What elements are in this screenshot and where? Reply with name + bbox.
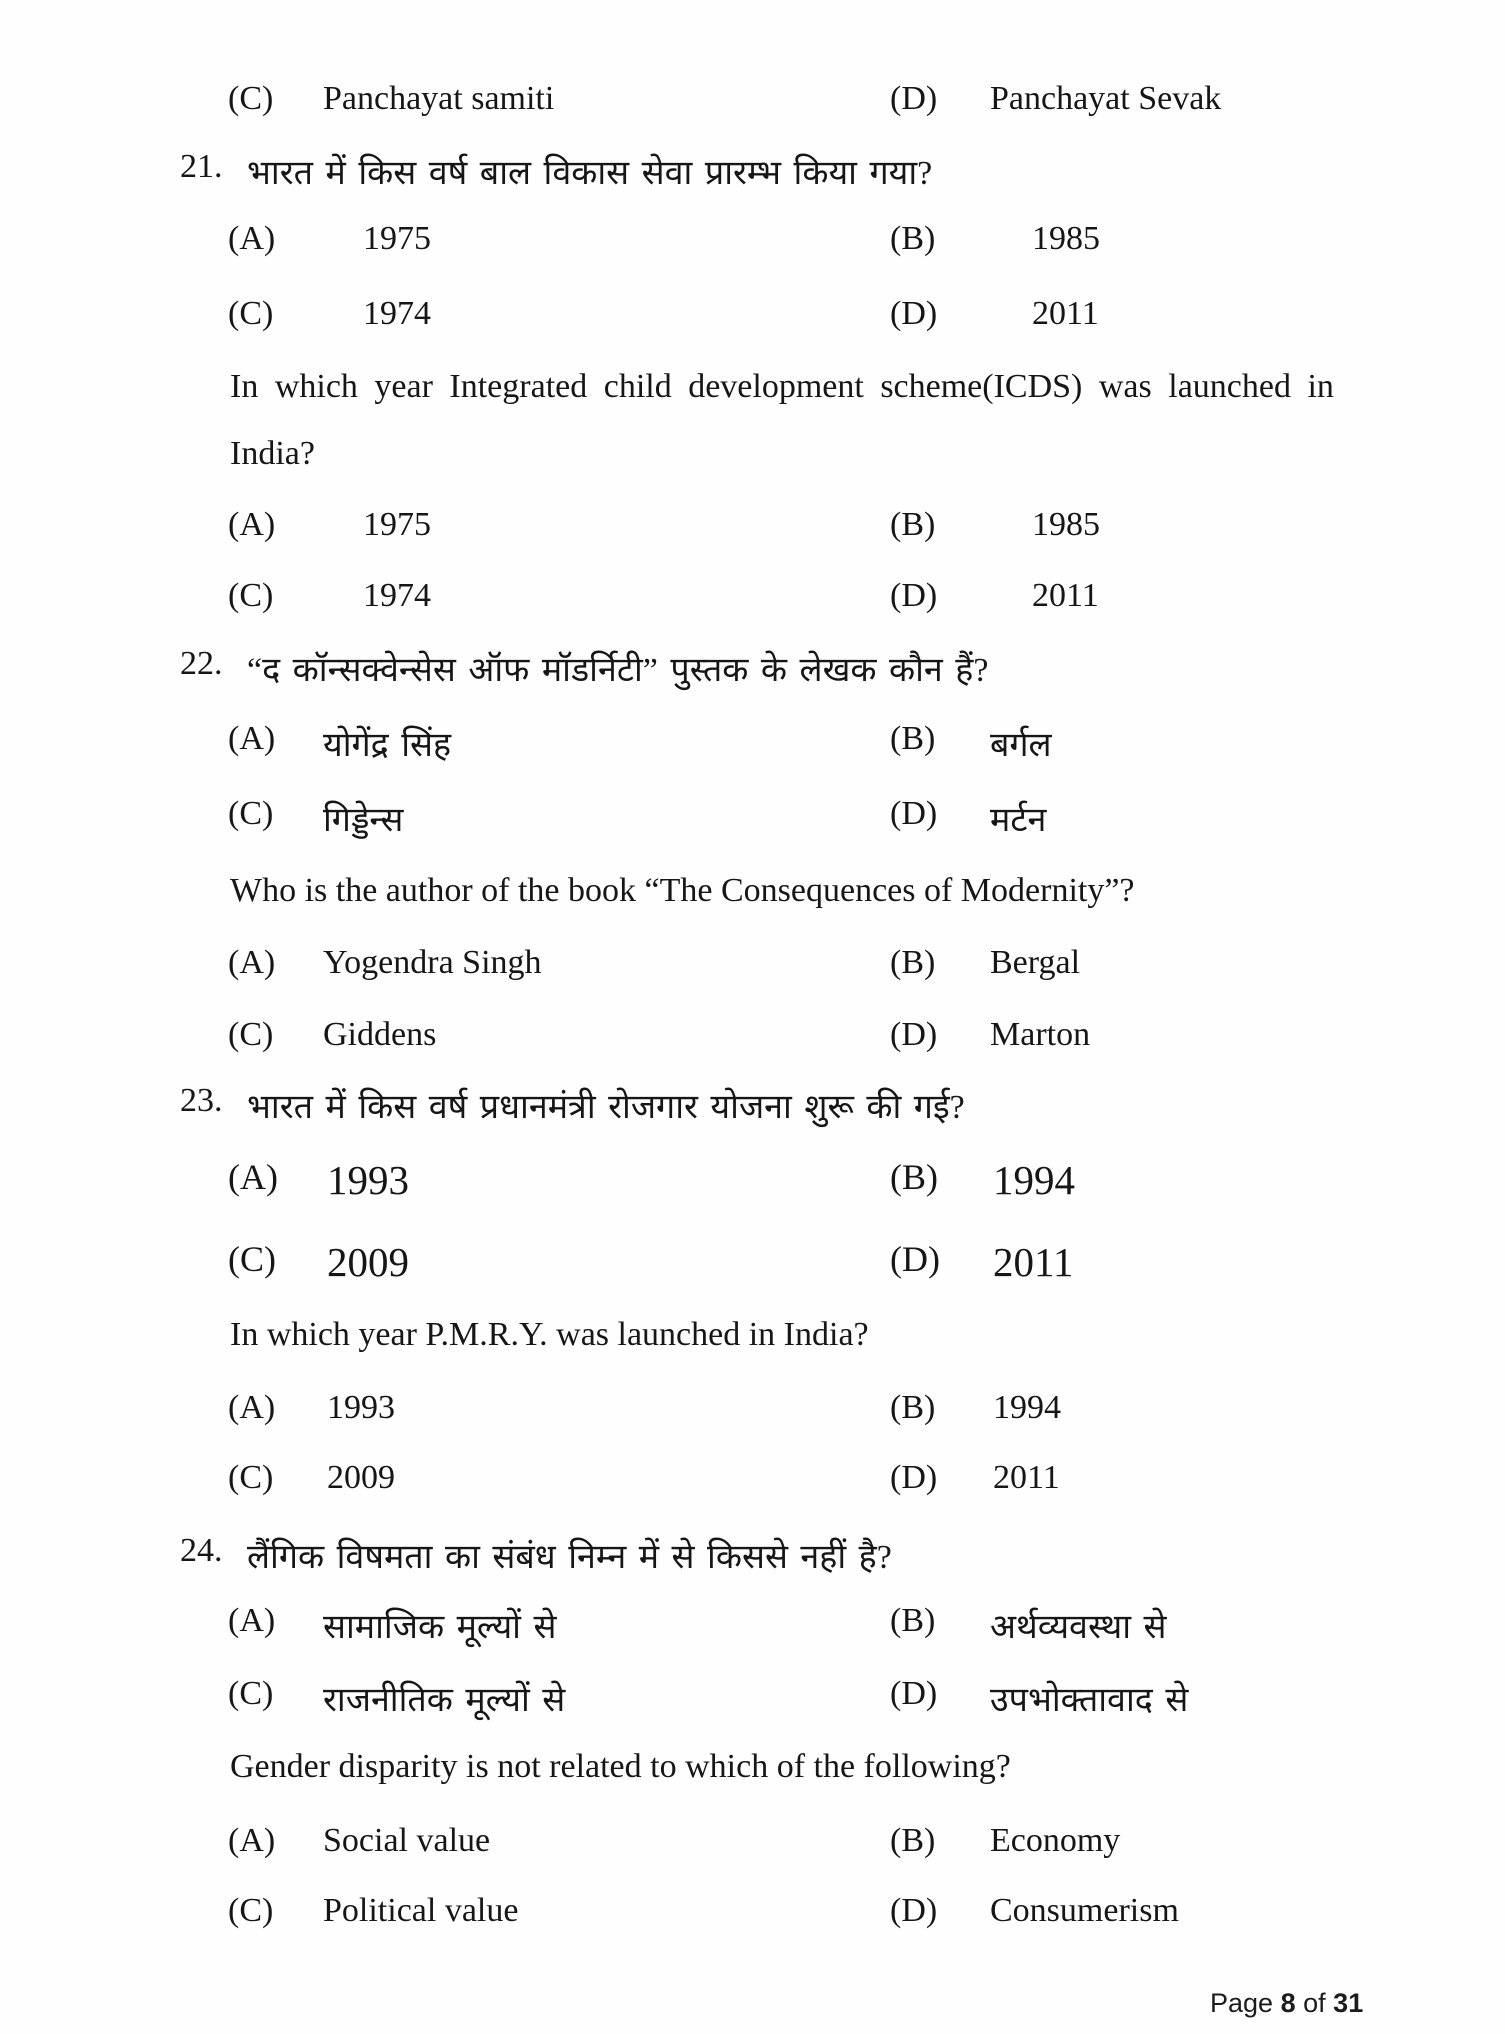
- question-text-hindi: भारत में किस वर्ष प्रधानमंत्री रोजगार योजना शुरू की गई?: [247, 1089, 965, 1126]
- q24-hindi-options-row-ab: [0, 1602, 1505, 1658]
- option-label: (A): [228, 506, 276, 543]
- q21-english-options-row-ab: [0, 506, 1505, 562]
- q22-english-options-row-ab: [0, 944, 1505, 1000]
- q23-english-options-row-ab: [0, 1389, 1505, 1445]
- q24-hindi-question-row: [0, 1532, 1505, 1588]
- option-text: Consumerism: [990, 1892, 1179, 1929]
- option-label: (B): [890, 1822, 936, 1859]
- q21-english-question-row-line1: [0, 368, 1505, 424]
- page-footer: [1210, 1988, 1363, 2019]
- question-text-english: Gender disparity is not related to which of the following?: [230, 1748, 1011, 1785]
- option-value: 2009: [327, 1239, 409, 1285]
- q23-english-options-row-cd: [0, 1459, 1505, 1515]
- option-label: (B): [890, 720, 936, 757]
- footer-of-word: of: [1303, 1988, 1326, 2018]
- option-text: Giddens: [323, 1016, 437, 1053]
- option-label: (D): [890, 1016, 938, 1053]
- option-text: उपभोक्तावाद से: [990, 1682, 1189, 1719]
- option-label: (C): [228, 1892, 274, 1929]
- option-text: अर्थव्यवस्था से: [990, 1609, 1167, 1646]
- option-text: योगेंद्र सिंह: [323, 727, 452, 764]
- option-text: Marton: [990, 1016, 1091, 1053]
- question-text-hindi: “द कॉन्सक्वेन्सेस ऑफ मॉडर्निटी” पुस्तक के लेखक कौन हैं?: [247, 652, 989, 689]
- option-value: 1993: [327, 1389, 395, 1426]
- option-value: 1974: [363, 577, 431, 614]
- option-value: 1974: [363, 295, 431, 332]
- option-value: 1994: [993, 1389, 1061, 1426]
- option-label: (A): [228, 1602, 276, 1639]
- q21-hindi-question-row: [0, 148, 1505, 204]
- footer-page-number: 8: [1280, 1988, 1296, 2018]
- option-value: 1975: [363, 220, 431, 257]
- q23-hindi-options-row-ab: [0, 1156, 1505, 1212]
- q21-hindi-options-row-ab: [0, 220, 1505, 276]
- prev-question-options-row-cd: [0, 80, 1505, 136]
- option-label: (B): [890, 220, 936, 257]
- option-label: (B): [890, 1157, 938, 1197]
- option-label: (B): [890, 1602, 936, 1639]
- option-label: (A): [228, 944, 276, 981]
- option-value: 2011: [993, 1459, 1060, 1496]
- option-label: (A): [228, 1822, 276, 1859]
- option-label: (D): [890, 1892, 938, 1929]
- option-text: Economy: [990, 1822, 1121, 1859]
- option-label: (C): [228, 1239, 276, 1279]
- q22-hindi-options-row-cd: [0, 795, 1505, 851]
- option-text: बर्गल: [990, 727, 1052, 764]
- option-value: 2011: [993, 1239, 1074, 1285]
- option-label: (C): [228, 1675, 274, 1712]
- option-value: 1993: [327, 1157, 409, 1203]
- option-text: मर्टन: [990, 802, 1047, 839]
- option-label: (A): [228, 220, 276, 257]
- option-label: (C): [228, 1459, 274, 1496]
- question-text-english: In which year P.M.R.Y. was launched in India?: [230, 1316, 869, 1353]
- question-text-english: India?: [230, 435, 315, 472]
- q23-hindi-options-row-cd: [0, 1238, 1505, 1294]
- q22-english-question-row: [0, 872, 1505, 928]
- option-value: 1985: [1032, 220, 1100, 257]
- option-value: 2009: [327, 1459, 395, 1496]
- option-text: Yogendra Singh: [323, 944, 542, 981]
- q24-english-options-row-cd: [0, 1892, 1505, 1948]
- question-text-english: In which year Integrated child development scheme(ICDS) was launched in: [230, 368, 1334, 405]
- option-label: (C): [228, 295, 274, 332]
- question-text-english: Who is the author of the book “The Consequences of Modernity”?: [230, 872, 1135, 909]
- option-label: (D): [890, 1459, 938, 1496]
- option-label: (A): [228, 720, 276, 757]
- option-label: (D): [890, 295, 938, 332]
- option-text: Panchayat Sevak: [990, 80, 1222, 117]
- option-label: (C): [228, 577, 274, 614]
- question-number: 23.: [180, 1082, 223, 1119]
- option-label: (B): [890, 944, 936, 981]
- q24-english-options-row-ab: [0, 1822, 1505, 1878]
- option-text: Bergal: [990, 944, 1081, 981]
- footer-total-pages: 31: [1333, 1988, 1364, 2018]
- option-label: (A): [228, 1157, 278, 1197]
- option-text: Panchayat samiti: [323, 80, 555, 117]
- q21-english-options-row-cd: [0, 577, 1505, 633]
- option-label: (C): [228, 1016, 274, 1053]
- question-number: 24.: [180, 1532, 223, 1569]
- option-value: 1975: [363, 506, 431, 543]
- option-label: (D): [890, 80, 938, 117]
- option-value: 1994: [993, 1157, 1075, 1203]
- option-value: 2011: [1032, 577, 1099, 614]
- option-text: सामाजिक मूल्यों से: [323, 1609, 557, 1646]
- option-value: 2011: [1032, 295, 1099, 332]
- option-text: राजनीतिक मूल्यों से: [323, 1682, 566, 1719]
- option-text: गिड्डेन्स: [323, 802, 404, 839]
- question-text-hindi: लैंगिक विषमता का संबंध निम्न में से किससे नहीं है?: [247, 1539, 892, 1576]
- q22-hindi-options-row-ab: [0, 720, 1505, 776]
- option-label: (D): [890, 795, 938, 832]
- q21-hindi-options-row-cd: [0, 295, 1505, 351]
- option-label: (A): [228, 1389, 276, 1426]
- option-label: (D): [890, 1675, 938, 1712]
- option-text: Political value: [323, 1892, 519, 1929]
- footer-page-word: Page: [1210, 1988, 1274, 2018]
- q22-english-options-row-cd: [0, 1016, 1505, 1072]
- q24-english-question-row: [0, 1748, 1505, 1804]
- q23-hindi-question-row: [0, 1082, 1505, 1138]
- option-value: 1985: [1032, 506, 1100, 543]
- q23-english-question-row: [0, 1316, 1505, 1372]
- option-label: (C): [228, 80, 274, 117]
- option-label: (C): [228, 795, 274, 832]
- question-number: 21.: [180, 148, 223, 185]
- q21-english-question-row-line2: [0, 435, 1505, 491]
- option-label: (D): [890, 577, 938, 614]
- option-label: (D): [890, 1239, 940, 1279]
- option-label: (B): [890, 1389, 936, 1426]
- option-label: (B): [890, 506, 936, 543]
- q22-hindi-question-row: [0, 645, 1505, 701]
- question-text-hindi: भारत में किस वर्ष बाल विकास सेवा प्रारम्भ किया गया?: [247, 155, 933, 192]
- question-number: 22.: [180, 645, 223, 682]
- q24-hindi-options-row-cd: [0, 1675, 1505, 1731]
- option-text: Social value: [323, 1822, 491, 1859]
